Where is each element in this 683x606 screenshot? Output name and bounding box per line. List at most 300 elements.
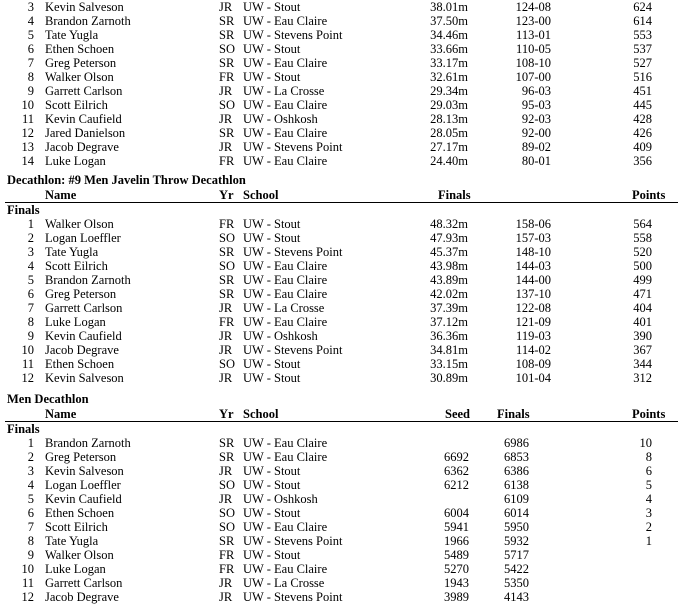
english-mark: 110-05 [516,42,551,56]
english-mark: 148-10 [515,245,551,259]
school-cell: UW - Oshkosh [243,329,318,343]
place-cell: 9 [27,329,34,343]
result-row [0,245,683,259]
place-cell: 12 [21,126,34,140]
athlete-name: Greg Peterson [45,56,117,70]
english-mark: 108-10 [515,56,551,70]
header-points: Points [632,407,666,421]
decathlon-section [0,391,683,604]
column-header-row [0,188,683,202]
year-cell: JR [219,329,233,343]
finals-score: 5717 [504,548,529,562]
year-cell: FR [219,70,235,84]
points-cell: 404 [633,301,652,315]
school-cell: UW - Stout [243,42,301,56]
english-mark: 123-00 [515,14,551,28]
athlete-name: Luke Logan [45,154,106,168]
year-cell: FR [219,562,235,576]
points-cell: 409 [633,140,652,154]
points-cell: 367 [633,343,652,357]
place-cell: 5 [27,492,34,506]
result-row [0,576,683,590]
school-cell: UW - Eau Claire [243,287,328,301]
seed-cell: 5941 [444,520,469,534]
place-cell: 5 [27,28,34,42]
school-cell: UW - Stevens Point [243,534,343,548]
finals-mark: 37.39m [430,301,468,315]
place-cell: 5 [27,273,34,287]
result-row [0,231,683,245]
finals-mark: 28.05m [430,126,468,140]
year-cell: SR [219,287,235,301]
column-header-row [0,407,683,421]
result-row [0,329,683,343]
finals-mark: 47.93m [430,231,468,245]
result-row [0,273,683,287]
english-mark: 113-01 [516,28,551,42]
place-cell: 6 [27,42,34,56]
result-row [0,562,683,576]
year-cell: SO [219,357,235,371]
points-cell: 499 [633,273,652,287]
school-cell: UW - Stevens Point [243,245,343,259]
result-row [0,28,683,42]
school-cell: UW - Stevens Point [243,28,343,42]
english-mark: 122-08 [515,301,551,315]
points-cell: 5 [645,478,652,492]
finals-mark: 33.66m [430,42,468,56]
points-cell: 401 [633,315,652,329]
result-row [0,126,683,140]
points-cell: 445 [633,98,652,112]
points-cell: 428 [633,112,652,126]
header-finals: Finals [438,188,471,202]
athlete-name: Tate Yugla [45,245,99,259]
year-cell: SR [219,534,235,548]
year-cell: JR [219,301,233,315]
athlete-name: Brandon Zarnoth [45,436,131,450]
points-cell: 624 [633,0,652,14]
place-cell: 10 [21,562,34,576]
place-cell: 11 [21,357,34,371]
athlete-name: Kevin Caufield [45,112,122,126]
finals-mark: 29.34m [430,84,468,98]
school-cell: UW - La Crosse [243,576,325,590]
finals-mark: 37.12m [430,315,468,329]
seed-cell: 1943 [444,576,469,590]
finals-mark: 34.46m [430,28,468,42]
school-cell: UW - La Crosse [243,301,325,315]
finals-mark: 33.15m [430,357,468,371]
finals-mark: 38.01m [430,0,468,14]
finals-mark: 24.40m [430,154,468,168]
finals-score: 6853 [504,450,529,464]
athlete-name: Scott Eilrich [45,98,108,112]
points-cell: 500 [633,259,652,273]
finals-score: 5350 [504,576,529,590]
points-cell: 537 [633,42,652,56]
result-row [0,84,683,98]
header-name: Name [45,188,77,202]
points-cell: 527 [633,56,652,70]
english-mark: 124-08 [515,0,551,14]
result-row [0,450,683,464]
points-cell: 10 [639,436,652,450]
points-cell: 553 [633,28,652,42]
english-mark: 119-03 [516,329,551,343]
finals-mark: 30.89m [430,371,468,385]
points-cell: 520 [633,245,652,259]
finals-mark: 34.81m [430,343,468,357]
place-cell: 1 [27,436,34,450]
year-cell: JR [219,590,233,604]
points-cell: 356 [633,154,652,168]
athlete-name: Scott Eilrich [45,259,108,273]
finals-mark: 37.50m [430,14,468,28]
year-cell: FR [219,315,235,329]
year-cell: SR [219,436,235,450]
place-cell: 9 [27,84,34,98]
athlete-name: Tate Yugla [45,28,99,42]
year-cell: FR [219,217,235,231]
seed-cell: 6362 [444,464,469,478]
finals-mark: 32.61m [430,70,468,84]
year-cell: JR [219,464,233,478]
finals-mark: 43.89m [430,273,468,287]
place-cell: 12 [21,371,34,385]
points-cell: 344 [633,357,652,371]
athlete-name: Walker Olson [45,217,114,231]
points-cell: 3 [645,506,652,520]
header-yr: Yr [219,188,234,202]
result-row [0,492,683,506]
school-cell: UW - Stevens Point [243,343,343,357]
points-cell: 390 [633,329,652,343]
finals-mark: 33.17m [430,56,468,70]
english-mark: 144-00 [515,273,551,287]
athlete-name: Walker Olson [45,548,114,562]
athlete-name: Kevin Salveson [45,371,124,385]
athlete-name: Kevin Caufield [45,492,122,506]
school-cell: UW - Stout [243,217,301,231]
english-mark: 137-10 [515,287,551,301]
athlete-name: Jacob Degrave [45,343,119,357]
school-cell: UW - Eau Claire [243,98,328,112]
school-cell: UW - Stevens Point [243,140,343,154]
athlete-name: Kevin Caufield [45,329,122,343]
school-cell: UW - Stout [243,0,301,14]
finals-score: 6109 [504,492,529,506]
place-cell: 4 [27,259,34,273]
result-row [0,590,683,604]
points-cell: 451 [633,84,652,98]
school-cell: UW - Eau Claire [243,14,328,28]
english-mark: 144-03 [515,259,551,273]
year-cell: JR [219,343,233,357]
school-cell: UW - Eau Claire [243,520,328,534]
finals-score: 5422 [504,562,529,576]
year-cell: JR [219,140,233,154]
year-cell: JR [219,492,233,506]
result-row [0,464,683,478]
event-title: Decathlon: #9 Men Javelin Throw Decathlon [7,173,246,187]
finals-score: 5932 [504,534,529,548]
place-cell: 6 [27,287,34,301]
athlete-name: Ethen Schoen [45,42,115,56]
header-points: Points [632,188,666,202]
finals-score: 5950 [504,520,529,534]
year-cell: SO [219,478,235,492]
english-mark: 95-03 [521,98,551,112]
seed-cell: 6004 [444,506,469,520]
finals-mark: 43.98m [430,259,468,273]
finals-score: 4143 [504,590,529,604]
school-cell: UW - Oshkosh [243,492,318,506]
year-cell: SR [219,28,235,42]
year-cell: SO [219,506,235,520]
finals-mark: 28.13m [430,112,468,126]
result-row [0,98,683,112]
place-cell: 14 [21,154,34,168]
result-row [0,315,683,329]
year-cell: SR [219,126,235,140]
place-cell: 8 [27,70,34,84]
result-row [0,42,683,56]
athlete-name: Ethen Schoen [45,357,115,371]
english-mark: 107-00 [515,70,551,84]
seed-cell: 6692 [444,450,469,464]
athlete-name: Luke Logan [45,562,106,576]
seed-cell: 3989 [444,590,469,604]
finals-subhead: Finals [7,203,40,217]
header-yr: Yr [219,407,234,421]
athlete-name: Logan Loeffler [45,478,121,492]
athlete-name: Kevin Salveson [45,464,124,478]
place-cell: 4 [27,478,34,492]
points-cell: 8 [645,450,652,464]
athlete-name: Logan Loeffler [45,231,121,245]
finals-score: 6138 [504,478,529,492]
school-cell: UW - Oshkosh [243,112,318,126]
athlete-name: Luke Logan [45,315,106,329]
header-finals: Finals [497,407,530,421]
place-cell: 12 [21,590,34,604]
year-cell: JR [219,371,233,385]
seed-cell: 6212 [444,478,469,492]
result-row [0,520,683,534]
year-cell: SR [219,450,235,464]
english-mark: 96-03 [521,84,551,98]
year-cell: FR [219,548,235,562]
result-row [0,217,683,231]
english-mark: 89-02 [521,140,551,154]
athlete-name: Greg Peterson [45,287,117,301]
result-row [0,140,683,154]
finals-mark: 29.03m [430,98,468,112]
result-row [0,259,683,273]
result-row [0,506,683,520]
place-cell: 3 [27,464,34,478]
result-row [0,112,683,126]
school-cell: UW - Stout [243,506,301,520]
year-cell: JR [219,0,233,14]
seed-cell: 5270 [444,562,469,576]
school-cell: UW - Stout [243,231,301,245]
points-cell: 4 [645,492,652,506]
athlete-name: Jared Danielson [45,126,126,140]
result-row [0,343,683,357]
year-cell: SO [219,520,235,534]
finals-mark: 27.17m [430,140,468,154]
place-cell: 3 [27,245,34,259]
school-cell: UW - Stout [243,70,301,84]
school-cell: UW - Eau Claire [243,154,328,168]
result-row [0,301,683,315]
place-cell: 2 [27,231,34,245]
header-name: Name [45,407,77,421]
athlete-name: Garrett Carlson [45,301,123,315]
place-cell: 7 [27,520,34,534]
header-school: School [243,188,279,202]
finals-mark: 36.36m [430,329,468,343]
year-cell: SO [219,42,235,56]
school-cell: UW - Eau Claire [243,273,328,287]
year-cell: SR [219,56,235,70]
points-cell: 6 [645,464,652,478]
year-cell: JR [219,576,233,590]
points-cell: 614 [633,14,652,28]
place-cell: 6 [27,506,34,520]
year-cell: SO [219,98,235,112]
result-row [0,478,683,492]
school-cell: UW - Eau Claire [243,315,328,329]
place-cell: 2 [27,450,34,464]
year-cell: FR [219,154,235,168]
athlete-name: Brandon Zarnoth [45,14,131,28]
points-cell: 1 [645,534,652,548]
points-cell: 558 [633,231,652,245]
place-cell: 7 [27,301,34,315]
javelin-section [0,172,683,385]
place-cell: 11 [21,112,34,126]
place-cell: 9 [27,548,34,562]
finals-subhead: Finals [7,422,40,436]
athlete-name: Brandon Zarnoth [45,273,131,287]
english-mark: 80-01 [521,154,551,168]
year-cell: SO [219,231,235,245]
seed-cell: 5489 [444,548,469,562]
year-cell: SR [219,14,235,28]
header-school: School [243,407,279,421]
header-seed: Seed [445,407,470,421]
school-cell: UW - Eau Claire [243,450,328,464]
points-cell: 426 [633,126,652,140]
result-row [0,0,683,14]
result-row [0,287,683,301]
result-row [0,534,683,548]
school-cell: UW - Eau Claire [243,436,328,450]
school-cell: UW - Stout [243,371,301,385]
place-cell: 4 [27,14,34,28]
school-cell: UW - Eau Claire [243,562,328,576]
event-title: Men Decathlon [7,392,89,406]
school-cell: UW - La Crosse [243,84,325,98]
seed-cell: 1966 [444,534,469,548]
points-cell: 471 [633,287,652,301]
english-mark: 158-06 [515,217,551,231]
finals-score: 6014 [504,506,529,520]
athlete-name: Scott Eilrich [45,520,108,534]
school-cell: UW - Eau Claire [243,259,328,273]
points-cell: 2 [645,520,652,534]
points-cell: 516 [633,70,652,84]
year-cell: JR [219,84,233,98]
school-cell: UW - Stout [243,357,301,371]
place-cell: 3 [27,0,34,14]
school-cell: UW - Stout [243,464,301,478]
athlete-name: Garrett Carlson [45,576,123,590]
result-row [0,436,683,450]
result-row [0,357,683,371]
result-row [0,154,683,168]
english-mark: 121-09 [515,315,551,329]
finals-mark: 48.32m [430,217,468,231]
athlete-name: Tate Yugla [45,534,99,548]
place-cell: 13 [21,140,34,154]
place-cell: 1 [27,217,34,231]
english-mark: 108-09 [515,357,551,371]
place-cell: 10 [21,343,34,357]
points-cell: 312 [633,371,652,385]
school-cell: UW - Stout [243,478,301,492]
english-mark: 101-04 [515,371,551,385]
result-row [0,70,683,84]
year-cell: SO [219,259,235,273]
finals-mark: 45.37m [430,245,468,259]
place-cell: 8 [27,534,34,548]
school-cell: UW - Eau Claire [243,126,328,140]
athlete-name: Garrett Carlson [45,84,123,98]
year-cell: SR [219,245,235,259]
school-cell: UW - Stout [243,548,301,562]
english-mark: 92-00 [521,126,551,140]
year-cell: JR [219,112,233,126]
place-cell: 10 [21,98,34,112]
result-row [0,56,683,70]
school-cell: UW - Stevens Point [243,590,343,604]
finals-score: 6386 [504,464,529,478]
athlete-name: Greg Peterson [45,450,117,464]
athlete-name: Jacob Degrave [45,140,119,154]
finals-mark: 42.02m [430,287,468,301]
place-cell: 8 [27,315,34,329]
english-mark: 114-02 [516,343,551,357]
year-cell: SR [219,273,235,287]
athlete-name: Ethen Schoen [45,506,115,520]
result-row [0,14,683,28]
english-mark: 92-03 [521,112,551,126]
athlete-name: Kevin Salveson [45,0,124,14]
athlete-name: Walker Olson [45,70,114,84]
place-cell: 7 [27,56,34,70]
place-cell: 11 [21,576,34,590]
result-row [0,548,683,562]
shot-put-results-tail [0,0,683,168]
english-mark: 157-03 [515,231,551,245]
points-cell: 564 [633,217,652,231]
finals-score: 6986 [504,436,529,450]
result-row [0,371,683,385]
